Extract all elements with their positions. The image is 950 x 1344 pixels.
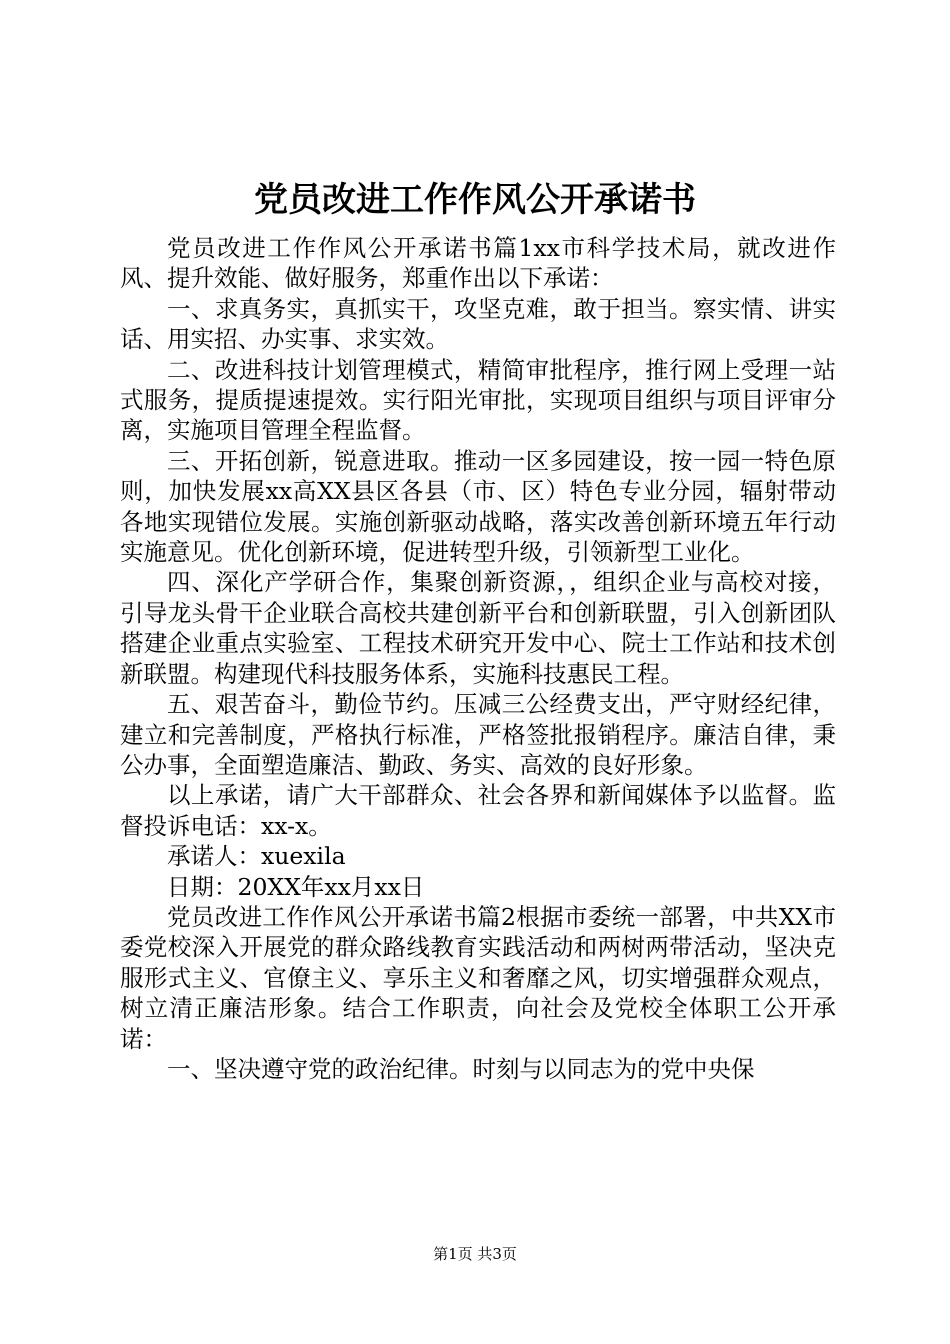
paragraph-signatory: 承诺人：xuexila (167, 842, 346, 871)
paragraph-item-2: 二、改进科技计划管理模式，精简审批程序，推行网上受理一站式服务，提质提速提效。实行阳光审批，实现项目组织与项目评审分离，实施项目管理全程监督。 (120, 355, 836, 445)
paragraph-date: 日期：20XX年xx月xx日 (167, 872, 425, 901)
paragraph-part-2-item-1: 一、坚决遵守党的政治纪律。时刻与以同志为的党中央保 (167, 1054, 755, 1083)
paragraph-item-4: 四、深化产学研合作，集聚创新资源，，组织企业与高校对接，引导龙头骨干企业联合高校共建创新平台和创新联盟，引入创新团队搭建企业重点实验室、工程技术研究开发中心、院士工作站和技术创新联盟。构建现代科技服务体系，实施科技惠民工程。 (120, 568, 836, 688)
paragraph-intro: 党员改进工作作风公开承诺书篇1xx市科学技术局，就改进作风、提升效能、做好服务，郑重作出以下承诺： (120, 234, 836, 293)
paragraph-item-3: 三、开拓创新，锐意进取。推动一区多园建设，按一园一特色原则，加快发展xx高XX县区各县（市、区）特色专业分园，辐射带动各地实现错位发展。实施创新驱动战略，落实改善创新环境五年行动实施意见。优化创新环境，促进转型升级，引领新型工业化。 (120, 446, 836, 567)
document-body (120, 233, 836, 1084)
document-title: 党员改进工作作风公开承诺书 (254, 180, 696, 220)
paragraph-item-5: 五、艰苦奋斗，勤俭节约。压减三公经费支出，严守财经纪律，建立和完善制度，严格执行标准，严格签批报销程序。廉洁自律，秉公办事，全面塑造廉洁、勤政、务实、高效的良好形象。 (120, 690, 836, 779)
page-footer: 第1页 共3页 (433, 1245, 517, 1263)
paragraph-supervision: 以上承诺，请广大干部群众、社会各界和新闻媒体予以监督。监督投诉电话：xx-x。 (120, 781, 836, 840)
paragraph-part-2-intro: 党员改进工作作风公开承诺书篇2根据市委统一部署，中共XX市委党校深入开展党的群众路线教育实践活动和两树两带活动，坚决克服形式主义、官僚主义、享乐主义和奢靡之风，切实增强群众观点，树立清正廉洁形象。结合工作职责，向社会及党校全体职工公开承诺： (120, 902, 836, 1053)
paragraph-item-1: 一、求真务实，真抓实干，攻坚克难，敢于担当。察实情、讲实话、用实招、办实事、求实效。 (120, 294, 836, 354)
